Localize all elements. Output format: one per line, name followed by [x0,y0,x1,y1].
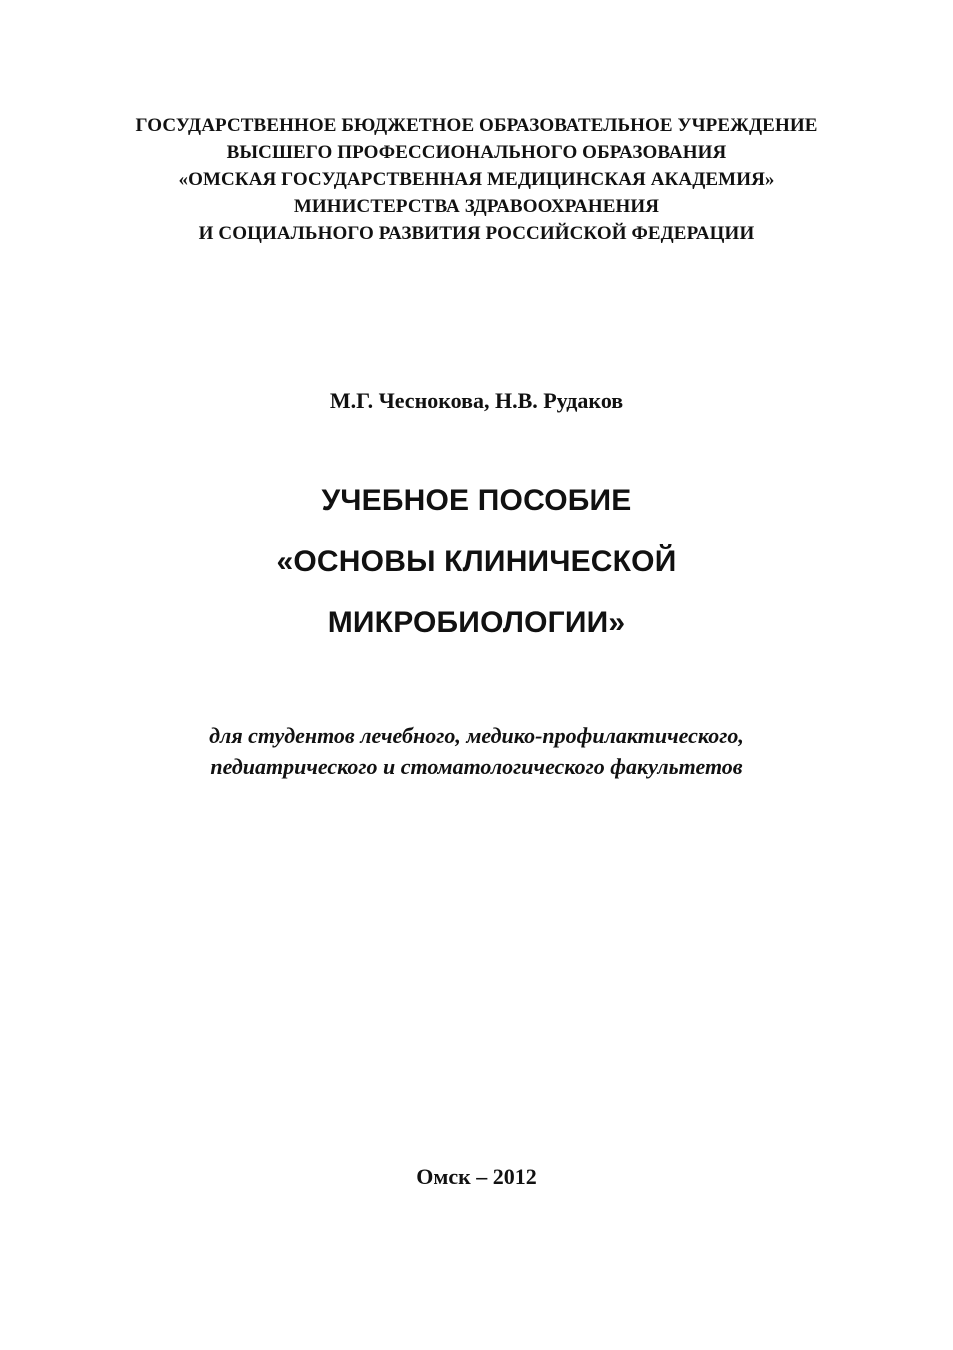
institution-line: И СОЦИАЛЬНОГО РАЗВИТИЯ РОССИЙСКОЙ ФЕДЕРАЦИИ [198,223,755,244]
institution-line: «ОМСКАЯ ГОСУДАРСТВЕННАЯ МЕДИЦИНСКАЯ АКАДЕМИЯ» [178,169,775,190]
institution-header [0,112,953,247]
book-title-line: «ОСНОВЫ КЛИНИЧЕСКОЙ [276,545,677,578]
book-title-line: МИКРОБИОЛОГИИ» [327,606,626,639]
subtitle-line: для студентов лечебного, медико-профилактического, [209,723,744,748]
imprint-city-year: Омск – 2012 [416,1164,537,1189]
book-title-line: УЧЕБНОЕ ПОСОБИЕ [321,484,632,517]
subtitle-line: педиатрического и стоматологического факультетов [210,754,743,779]
institution-line: ГОСУДАРСТВЕННОЕ БЮДЖЕТНОЕ ОБРАЗОВАТЕЛЬНОЕ УЧРЕЖДЕНИЕ [135,115,818,136]
audience-subtitle [0,720,953,782]
institution-line: МИНИСТЕРСТВА ЗДРАВООХРАНЕНИЯ [293,196,660,217]
book-title [0,470,953,653]
institution-line: ВЫСШЕГО ПРОФЕССИОНАЛЬНОГО ОБРАЗОВАНИЯ [226,142,727,163]
authors: М.Г. Чеснокова, Н.В. Рудаков [329,388,624,413]
